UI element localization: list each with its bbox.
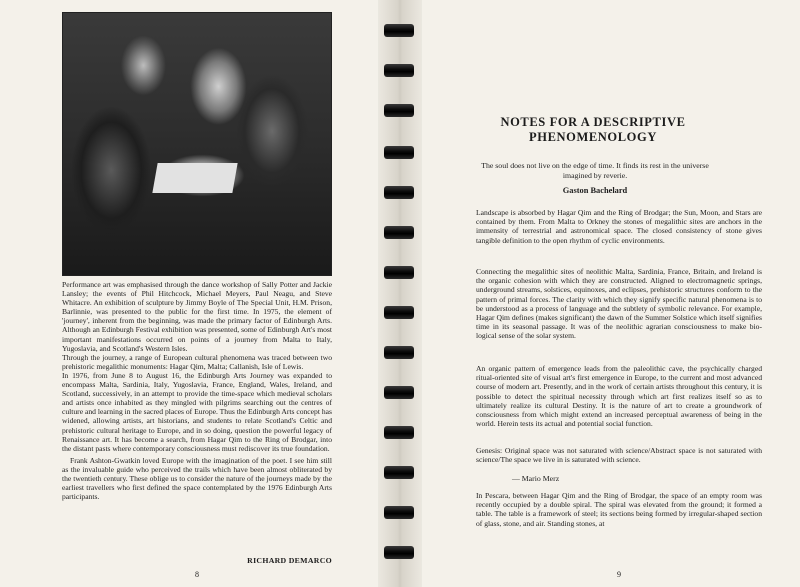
epigraph-author: Gaston Bachelard bbox=[562, 186, 628, 195]
chapter-title-line-2: PHENOMENOLOGY bbox=[529, 130, 657, 144]
spiral-binding bbox=[378, 0, 422, 587]
left-paragraph-1: Performance art was emphasised through the dance workshop of Sally Potter and Jackie Lansley; the events of Phil Hitchcock, Michael Meyers, Paul Neagu, and Steve Whitacre. An exhibition of sculpture by Jimmy Boyle of The Special Unit, H.M. Prison, Barlinnie, was presented to the public for the first time. In 1975, the element of 'journey', inherent from the beginning, was made the primary factor of Edinburgh Arts. Although an Edinburgh Festival exhibition was presented, some of Edinburgh Art's most important manifestations occurred on points of a journey from Malta to Italy, Yugoslavia, and Scotland's Western Isles. bbox=[62, 280, 332, 353]
left-paragraph-4: Frank Ashton-Gwatkin loved Europe with the imagination of the poet. I see him still as the invaluable guide who perceived the trails which have been almost obliterated by the twentieth century. These oblige us to consider the nature of the journeys made by the earliest travellers who first defined the space contemplated by the 1976 Edinburgh Arts participants. bbox=[62, 455, 332, 502]
right-page-body bbox=[476, 491, 762, 528]
spiral-coil bbox=[384, 466, 414, 479]
spiral-coil bbox=[384, 24, 414, 37]
photo-table-shape bbox=[152, 163, 237, 193]
author-signoff: RICHARD DEMARCO bbox=[247, 556, 332, 565]
right-paragraph-4: Genesis: Original space was not saturated with science/Abstract space is not saturated with science/The space we live in is saturated with science. bbox=[476, 446, 762, 465]
spiral-coil bbox=[384, 346, 414, 359]
page-number-left: 8 bbox=[195, 570, 199, 579]
right-page-body bbox=[476, 208, 762, 245]
spiral-coil bbox=[384, 226, 414, 239]
spiral-coil bbox=[384, 426, 414, 439]
right-page-body bbox=[476, 364, 762, 428]
epigraph: The soul does not live on the edge of time. It finds its rest in the universe imagined by reverie. bbox=[481, 161, 709, 180]
spiral-coil bbox=[384, 64, 414, 77]
spiral-coil bbox=[384, 386, 414, 399]
right-paragraph-1: Landscape is absorbed by Hagar Qim and the Ring of Brodgar; the Sun, Moon, and Stars are contained by them. From Malta to Orkney the stones of megalithic sites are anchors in the immensity of terrestrial and astronomical space. The closed consistency of stone gives tangible definition to the open rhythm of cyclic environments. bbox=[476, 208, 762, 245]
spiral-coil bbox=[384, 186, 414, 199]
spiral-coil bbox=[384, 104, 414, 117]
spiral-coil bbox=[384, 546, 414, 559]
chapter-title bbox=[448, 115, 738, 145]
chapter-title-line-1: NOTES FOR A DESCRIPTIVE bbox=[500, 115, 686, 129]
spiral-coil bbox=[384, 146, 414, 159]
left-paragraph-2: Through the journey, a range of European cultural phenomena was traced between two prehistoric megalithic monuments: Hagar Qim, Malta; Callanish, Isle of Lewis. bbox=[62, 352, 332, 371]
right-page-body bbox=[476, 446, 762, 464]
quote-author: — Mario Merz bbox=[512, 474, 560, 483]
right-page-body bbox=[476, 267, 762, 341]
left-paragraph-3: In 1976, from June 8 to August 16, the Edinburgh Arts Journey was expanded to encompass Malta, Sardinia, Italy, Yugoslavia, France, England, Wales, Ireland, and Scotland, successively, in an attempt to provide the time-space which medieval scholars and artists once inhabited as they mingled with pilgrims searching out the centres of culture and learning in the sacred places of Europe. Thus the Edinburgh Arts concept has widened, allowing artists, art historians, and students to relate Scotland's Celtic and prehistoric cultural heritage to Europe, and in so doing, question the powerful legacy of Renaissance art. It has become a search, from Hagar Qim to the Ring of Brodgar, into the distant pasts where contemporary consciousness must rediscover its true foundation. bbox=[62, 370, 332, 453]
spiral-coil bbox=[384, 306, 414, 319]
spiral-coil bbox=[384, 506, 414, 519]
page-number-right: 9 bbox=[617, 570, 621, 579]
spiral-coil bbox=[384, 266, 414, 279]
left-page-body bbox=[62, 280, 332, 501]
crowd-photograph bbox=[62, 12, 332, 276]
right-paragraph-3: An organic pattern of emergence leads from the paleolithic cave, the psychically charged ritual-oriented site of visual art's first emergence in Europe, to the current and most advanced course of modern art. Presently, and in the work of certain artists throughout this century, it is possible to detect the spiritual necessity through which art first realizes itself so as to ultimately realize its cultural Destiny. It is the nature of art to create a groundwork of consciousness from which might extend an increased perceptual awareness of being in the world. Herein tests its actual and potential social function. bbox=[476, 364, 762, 429]
right-paragraph-5: In Pescara, between Hagar Qim and the Ring of Brodgar, the space of an empty room was recently occupied by a double spiral. The spiral was elevated from the ground; it formed a table. The table is a framework of steel; its sections being formed by irregular-shaped section of glass, stone, and air. Standing stones, at bbox=[476, 491, 762, 528]
right-paragraph-2: Connecting the megalithic sites of neolithic Malta, Sardinia, France, Britain, and Ireland is the organic cohesion with which they are constructed. Aligned to electromagnetic springs, underground streams, solstices, equinoxes, and eclipses, prehistoric structures conform to the pattern of primal forces. The clarity with which they signify specific natural phenomena is to be understood as a process of language and the subtlety of symbolic relevance. For example, Hagar Qim defines (makes significant) the dawn of the Summer Solstice which itself signifies time in its seasonal passage. It was of the neolithic agrarian consciousness to make bio-logical sense of the solar system. bbox=[476, 267, 762, 341]
